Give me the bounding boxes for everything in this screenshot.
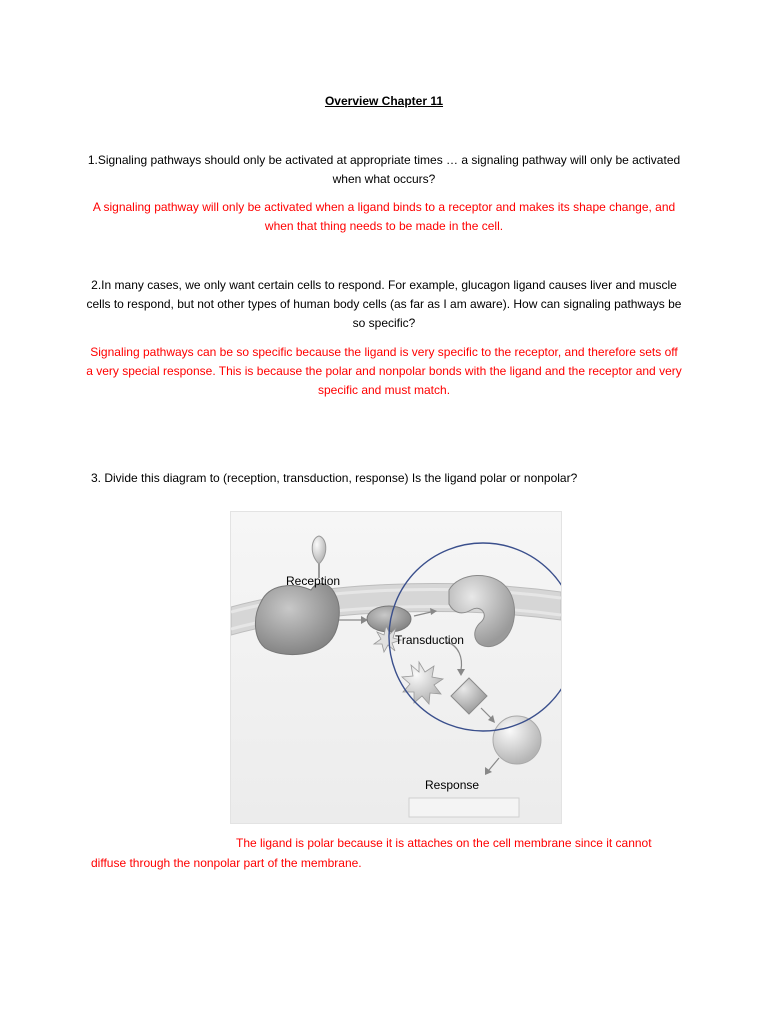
answer-1: A signaling pathway will only be activated when a ligand binds to a receptor and makes its shape change, and when that thing needs to be made in the cell. xyxy=(92,200,676,233)
diagram-artwork xyxy=(231,512,561,823)
receptor-shape xyxy=(255,584,339,655)
arrow-3 xyxy=(447,642,465,676)
answer-3-line-2: diffuse through the nonpolar part of the membrane. xyxy=(91,856,362,870)
ligand-shape xyxy=(312,536,326,578)
signaling-diagram xyxy=(230,511,562,824)
answer-2: Signaling pathways can be so specific because the ligand is very specific to the receptor, and therefore sets off a very special response. This is because the polar and nonpolar bonds with the ligand and the receptor and very specific and must match. xyxy=(86,345,682,397)
page-title: Overview Chapter 11 xyxy=(324,94,444,108)
arrow-4 xyxy=(481,708,495,723)
arrow-5 xyxy=(485,758,499,775)
question-3: 3. Divide this diagram to (reception, transduction, response) Is the ligand polar or nonpolar? xyxy=(91,471,578,485)
answer-3-line-1: The ligand is polar because it is attaches on the cell membrane since it cannot xyxy=(236,836,652,850)
response-box xyxy=(409,798,519,817)
reception-label: Reception xyxy=(286,574,341,588)
question-1: 1.Signaling pathways should only be activated at appropriate times … a signaling pathway will only be activated when what occurs? xyxy=(87,153,681,186)
sphere-shape xyxy=(493,716,541,764)
answer-3 xyxy=(91,833,691,873)
transduction-label: Transduction xyxy=(395,633,464,647)
question-2: 2.In many cases, we only want certain cells to respond. For example, glucagon ligand causes liver and muscle cells to respond, but not other types of human body cells (as far as I am aware). How can signaling pathways be so specific? xyxy=(86,278,682,330)
arrow-1 xyxy=(339,616,368,624)
response-label: Response xyxy=(425,778,480,792)
second-messenger-star xyxy=(402,662,443,704)
